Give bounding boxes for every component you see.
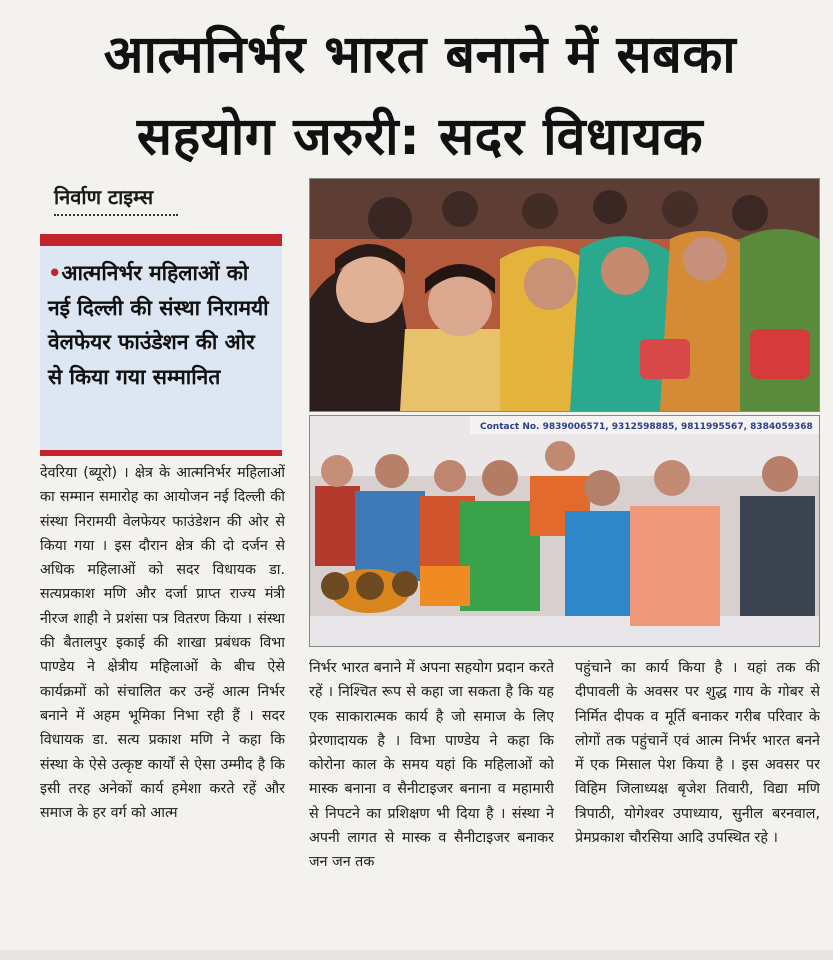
photo-women-audience-image: [310, 179, 819, 411]
subhead-text: आत्मनिर्भर महिलाओं को नई दिल्ली की संस्था निरामयी वेलफेयर फाउंडेशन की ओर से किया गया सम्मानित: [48, 261, 269, 389]
page-bottom-edge: [0, 950, 833, 960]
stage-banner-contact: Contact No. 9839006571, 9312598885, 9811995567, 8384059368: [480, 422, 813, 432]
headline: [20, 14, 820, 178]
article-column-2: निर्भर भारत बनाने में अपना सहयोग प्रदान करते रहें । निश्चित रूप से कहा जा सकता है कि यह एक साकारात्मक कार्य है जो समाज के लिए प्रेरणादायक है । विभा पाण्डेय ने कहा कि कोरोना काल के समय यहां कि महिलाओं को मास्क बनाना व सैनीटाइजर बनाना व महामारी से निपटने का प्रशिक्षण भी दिया है । संस्था ने अपनी लागत से मास्क व सैनीटाइजर बनाकर जन जन तक: [309, 660, 554, 871]
headline-line-1: आत्मनिर्भर भारत बनाने में सबका: [103, 25, 737, 85]
photo-dignitaries-stage: [309, 415, 820, 647]
article-column-1: देवरिया (ब्यूरो) । क्षेत्र के आत्मनिर्भर महिलाओं का सम्मान समारोह का आयोजन नई दिल्ली की संस्था निरामयी वेलफेयर फाउंडेशन की ओर से किया गया । इस दौरान क्षेत्र की दो दर्जन से अधिक महिलाओं को सदर विधायक डा. सत्यप्रकाश मणि और दर्जा प्राप्त राज्य मंत्री नीरज शाही ने प्रशंसा पत्र वितरण किया । संस्था की बैतालपुर इकाई की शाखा प्रबंधक विभा पाण्डेय ने क्षेत्रीय महिलाओं के बीच ऐसे कार्यक्रमों को संचालित कर उन्हें आत्म निर्भर बनाने में अहम भूमिका निभा रही हैं । सदर विधायक डा. सत्य प्रकाश मणि ने कहा कि संस्था के ऐसे उत्कृष्ट कार्यों से ऐसा उम्मीद है कि इसी तरह अनेकों कार्य हमेशा करते रहें और समाज के हर वर्ग को आत्म: [40, 465, 285, 822]
subhead-box: [40, 234, 282, 456]
photo-dignitaries-stage-image: [310, 416, 819, 646]
subhead: [48, 256, 276, 394]
bullet-icon: •: [48, 261, 62, 285]
article-column-3: पहुंचाने का कार्य किया है । यहां तक की दीपावली के अवसर पर शुद्ध गाय के गोबर से निर्मित दीपक व मूर्ति बनाकर गरीब परिवार के लोगों तक पहुंचानें एवं आत्म निर्भर भारत बनने में एक मिसाल पेश किया है । इस अवसर पर विहिम जिलाध्यक्ष बृजेश तिवारी, विद्या मणि त्रिपाठी, योगेश्वर उपाध्याय, सुनील बरनवाल, प्रेमप्रकाश चौरसिया आदि उपस्थित रहे ।: [575, 660, 820, 847]
headline-line-2: सहयोग जरुरी: सदर विधायक: [136, 107, 704, 167]
photo-women-audience: [309, 178, 820, 412]
byline: निर्वाण टाइम्स: [54, 183, 178, 216]
